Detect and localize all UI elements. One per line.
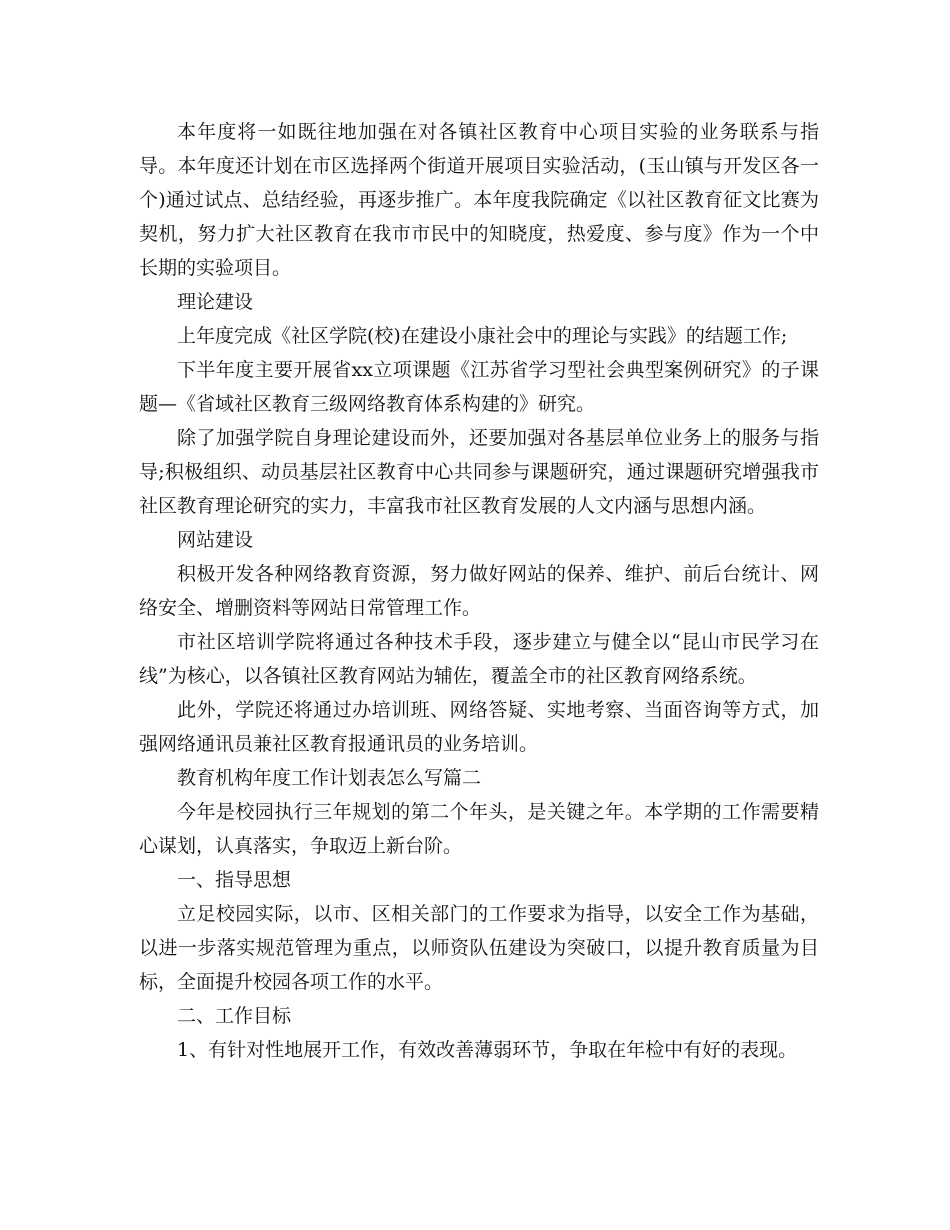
paragraph-website-3: 此外，学院还将通过办培训班、网络答疑、实地考察、当面咨询等方式，加强网络通讯员兼社区教育报通讯员的业务培训。: [139, 699, 819, 755]
paragraph-website-1: 积极开发各种网络教育资源，努力做好网站的保养、维护、前后台统计、网络安全、增删资料等网站日常管理工作。: [139, 563, 819, 619]
heading-theory-construction: 理论建设: [177, 291, 254, 313]
document-body: [139, 115, 819, 1067]
paragraph-website-2: 市社区培训学院将通过各种技术手段，逐步建立与健全以“昆山市民学习在线”为核心，以各镇社区教育网站为辅佐，覆盖全市的社区教育网络系统。: [139, 631, 819, 687]
paragraph-work-goal-1: 1、有针对性地展开工作，有效改善薄弱环节，争取在年检中有好的表现。: [177, 1039, 798, 1061]
paragraph-theory-2: 下半年度主要开展省xx立项课题《江苏省学习型社会典型案例研究》的子课题—《省域社区教育三级网络教育体系构建的》研究。: [139, 359, 819, 415]
heading-website-construction: 网站建设: [177, 529, 254, 551]
paragraph-guiding-ideology: 立足校园实际，以市、区相关部门的工作要求为指导，以安全工作为基础，以进一步落实规范管理为重点，以师资队伍建设为突破口，以提升教育质量为目标，全面提升校园各项工作的水平。: [139, 903, 819, 993]
section-title-part-two: 教育机构年度工作计划表怎么写篇二: [177, 767, 482, 789]
paragraph-intro: 本年度将一如既往地加强在对各镇社区教育中心项目实验的业务联系与指导。本年度还计划在市区选择两个街道开展项目实验活动，(玉山镇与开发区各一个)通过试点、总结经验，再逐步推广。本年度我院确定《以社区教育征文比赛为契机，努力扩大社区教育在我市市民中的知晓度，热爱度、参与度》作为一个中长期的实验项目。: [139, 121, 819, 279]
heading-guiding-ideology: 一、指导思想: [177, 869, 292, 891]
paragraph-theory-3: 除了加强学院自身理论建设而外，还要加强对各基层单位业务上的服务与指导;积极组织、动员基层社区教育中心共同参与课题研究，通过课题研究增强我市社区教育理论研究的实力，丰富我市社区教育发展的人文内涵与思想内涵。: [139, 427, 819, 517]
heading-work-goals: 二、工作目标: [177, 1005, 292, 1027]
paragraph-theory-1: 上年度完成《社区学院(校)在建设小康社会中的理论与实践》的结题工作;: [177, 325, 788, 347]
paragraph-part-two-intro: 今年是校园执行三年规划的第二个年头，是关键之年。本学期的工作需要精心谋划，认真落实，争取迈上新台阶。: [139, 801, 819, 857]
